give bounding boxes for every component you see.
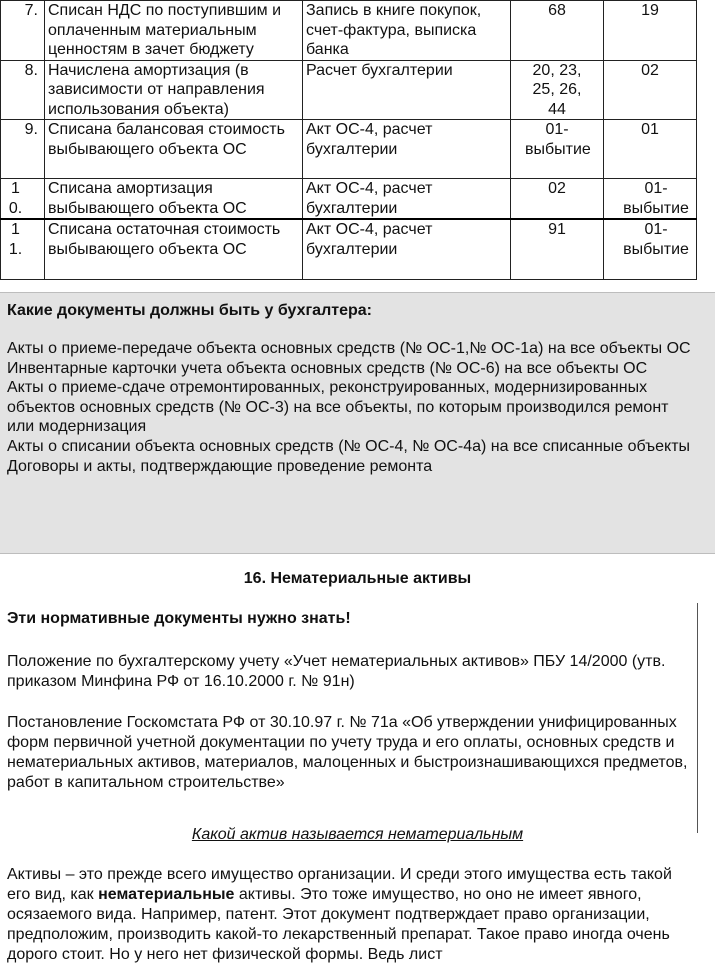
credit-cell: 01-выбытие xyxy=(604,219,697,279)
document-cell: Акт ОС-4, расчет бухгалтерии xyxy=(303,219,511,279)
row-number: 9. xyxy=(1,120,45,179)
required-documents-list xyxy=(7,339,697,476)
body-emphasis: нематериальные xyxy=(98,886,235,903)
list-item: Акты о списании объекта основных средств (№ ОС-4, № ОС-4а) на все списанные объекты xyxy=(7,437,691,455)
body-text: Активы – это прежде всего имущество организации. И среди этого имущества есть такой его вид, как xyxy=(7,866,672,903)
operations-table xyxy=(0,0,697,280)
document-cell: Запись в книге покупок, счет-фактура, выписка банка xyxy=(303,1,511,61)
list-item: Договоры и акты, подтверждающие проведение ремонта xyxy=(7,457,433,475)
table-row xyxy=(1,1,697,61)
debit-cell: 02 xyxy=(511,179,604,220)
operation-cell: Начислена амортизация (в зависимости от направления использования объекта) xyxy=(45,60,303,120)
debit-cell: 68 xyxy=(511,1,604,61)
credit-cell: 19 xyxy=(604,1,697,61)
operation-cell: Списана амортизация выбывающего объекта ОС xyxy=(45,179,303,220)
row-number: 7. xyxy=(1,1,45,61)
document-cell: Акт ОС-4, расчет бухгалтерии xyxy=(303,179,511,220)
section-title: 16. Нематериальные активы xyxy=(243,570,472,587)
credit-cell: 02 xyxy=(604,60,697,120)
operation-cell: Списан НДС по поступившим и оплаченным материальным ценностям в зачет бюджету xyxy=(45,1,303,61)
subsection-title: Какой актив называется нематериальным xyxy=(191,826,524,843)
row-number: 10. xyxy=(1,179,45,220)
required-documents-box xyxy=(0,292,715,554)
credit-cell: 01-выбытие xyxy=(604,179,697,220)
regulation-paragraph: Постановление Госкомстата РФ от 30.10.97 г. № 71а «Об утверждении унифицированных форм первичной учетной документации по учету труда и его оплаты, основных средств и нематериальных активов, материалов, малоценных и быстроизнашивающихся предметов, работ в капитальном строительстве» xyxy=(7,714,688,791)
document-cell: Расчет бухгалтерии xyxy=(303,60,511,120)
debit-cell: 20, 23, 25, 26, 44 xyxy=(511,60,604,120)
body-paragraph xyxy=(7,865,697,965)
must-know-heading: Эти нормативные документы нужно знать! xyxy=(7,610,351,627)
debit-cell: 91 xyxy=(511,219,604,279)
debit-cell: 01-выбытие xyxy=(511,120,604,179)
required-documents-heading: Какие документы должны быть у бухгалтера: xyxy=(7,302,372,319)
margin-rule xyxy=(697,603,698,833)
operation-cell: Списана остаточная стоимость выбывающего объекта ОС xyxy=(45,219,303,279)
table-row xyxy=(1,179,697,220)
table-row xyxy=(1,219,697,279)
list-item: Акты о приеме-сдаче отремонтированных, реконструированных, модернизированных объектов основных средств (№ ОС-3) на все объекты, по которым производился ремонт или модернизация xyxy=(7,379,669,436)
document-cell: Акт ОС-4, расчет бухгалтерии xyxy=(303,120,511,179)
operation-cell: Списана балансовая стоимость выбывающего объекта ОС xyxy=(45,120,303,179)
credit-cell: 01 xyxy=(604,120,697,179)
row-number: 8. xyxy=(1,60,45,120)
row-number: 11. xyxy=(1,219,45,279)
table-row xyxy=(1,60,697,120)
table-row xyxy=(1,120,697,179)
list-item: Акты о приеме-передаче объекта основных средств (№ ОС-1,№ ОС-1а) на все объекты ОС xyxy=(7,340,691,357)
list-item: Инвентарные карточки учета объекта основных средств (№ ОС-6) на все объекты ОС xyxy=(7,359,648,377)
body-text: активы. Это тоже имущество, но оно не имеет явного, осязаемого вида. Например, патент. Этот документ подтверждает право организации, предположим, производить какой-то лекарственный препарат. Такое право иногда очень дорого стоит. Но у него нет физической формы. Ведь лист xyxy=(7,886,670,963)
regulation-paragraph: Положение по бухгалтерскому учету «Учет нематериальных активов» ПБУ 14/2000 (утв. приказом Минфина РФ от 16.10.2000 г. № 91н) xyxy=(7,653,666,690)
